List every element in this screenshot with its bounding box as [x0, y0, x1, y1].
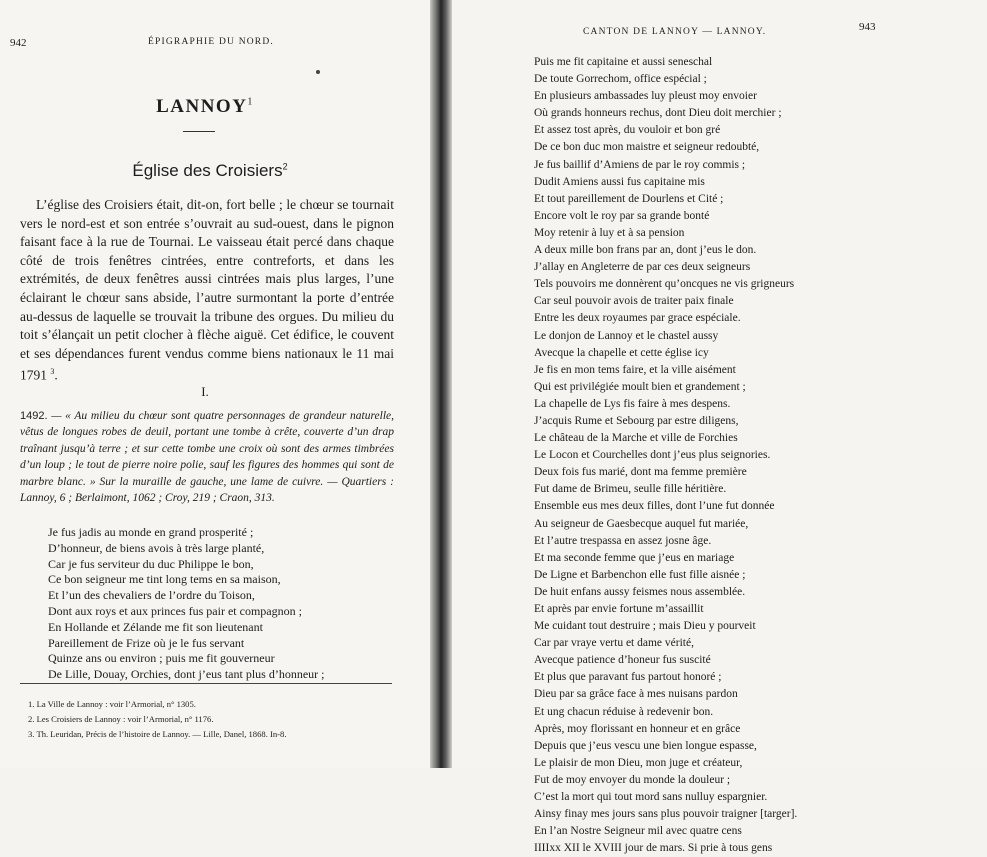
footnote: 2. Les Croisiers de Lannoy : voir l’Armorial, n° 1176. [28, 714, 214, 725]
verse-line: La chapelle de Lys fis faire à mes despens. [534, 397, 731, 410]
verse-line: Et l’autre trespassa en assez josne âge. [534, 534, 712, 547]
verse-line: Ce bon seigneur me tint long tems en sa maison, [48, 572, 281, 587]
verse-line: Ainsy finay mes jours sans plus pouvoir traigner [targer]. [534, 808, 798, 821]
verse-line: IIIIxx XII le XVIII jour de mars. Si prie à tous gens [534, 842, 773, 855]
verse-line: C’est la mort qui tout mord sans nulluy espargnier. [534, 791, 768, 804]
verse-line: Je fus baillif d’Amiens de par le roy commis ; [534, 158, 746, 171]
verse-line: Ensemble eus mes deux filles, dont l’une fut donnée [534, 500, 775, 513]
verse-line: Avecque patience d’honeur fus suscité [534, 654, 711, 667]
verse-line: Au seigneur de Gaesbecque auquel fut mariée, [534, 517, 749, 530]
verse-line: Encore volt le roy par sa grande bonté [534, 209, 710, 222]
verse-line: Où grands honneurs rechus, dont Dieu doit merchier ; [534, 107, 782, 120]
verse-line: Et l’un des chevaliers de l’ordre du Toison, [48, 588, 255, 603]
verse-line: Et après par envie fortune m’assaillit [534, 603, 704, 615]
inscription-entry [20, 408, 394, 506]
verse-line: J’acquis Rume et Sebourg par estre diligens, [534, 414, 739, 427]
verse-line: Fut de moy envoyer du monde la douleur ; [534, 773, 731, 786]
title-note-marker: 1 [247, 96, 254, 108]
verse-line: Entre les deux royaumes par grace espéciale. [534, 312, 741, 325]
verse-line: Le donjon de Lannoy et le chastel aussy [534, 329, 719, 342]
verse-line: Je fus jadis au monde en grand prosperité ; [48, 525, 254, 539]
footnote: 3. Th. Leuridan, Précis de l’histoire de Lannoy. — Lille, Danel, 1868. In-8. [28, 729, 287, 740]
footnote: 1. La Ville de Lannoy : voir l’Armorial, n° 1305. [28, 699, 196, 709]
verse-line: Je fis en mon tems faire, et la ville aisément [534, 363, 736, 376]
verse-line: Le château de la Marche et ville de Forchies [534, 432, 738, 445]
page-title-text: LANNOY [156, 96, 248, 117]
right-page-number: 943 [859, 21, 876, 33]
verse-line: Pareillement de Frize où je le fus servant [48, 635, 245, 650]
verse-line: Qui est privilégiée moult bien et grandement ; [534, 380, 746, 393]
entry-text: — « Au milieu du chœur sont quatre personnages de grandeur naturelle, vêtus de longues robes de deuil, portant une tombe à crête, couverte d’un drap traînant jusqu’à terre ; et sur cette tombe une croix où sont des armes timbrées d’un loup ; le tout de pierre noire polie, sauf les figures des hommes qui sont de marbre blanc. » Sur la muraille de gauche, une lame de cuivre. — Quartiers : Lannoy, 6 ; Berlaimont, 1062 ; Croy, 219 ; Craon, 313. [20, 410, 394, 505]
description-text: L’église des Croisiers était, dit-on, fort belle ; le chœur se tournait vers le nord-est et son entrée s’ouvrait au sud-ouest, dans le pignon faisant face à la rue de Tournai. Le vaisseau était percé dans chaque côté de trois fenêtres cintrées, entre contreforts, et dans les extrémités, de deux fenêtres aussi cintrées mais plus larges, l’une éclairant le chœur sans abside, l’autre surmontant la porte d’entrée au-dessus de laquelle se trouvait la tribune des orgues. Du milieu du toit s’élançait un petit clocher à flèche aiguë. Cet édifice, le couvent et ses dépendances furent vendus comme biens nationaux le 11 mai 1791 [20, 197, 394, 383]
verse-line: Quinze ans ou environ ; puis me fit gouverneur [48, 651, 275, 666]
verse-line: Et tout pareillement de Dourlens et Cité ; [534, 192, 724, 205]
page-title [0, 96, 410, 118]
entry-year: 1492. [20, 410, 48, 422]
left-page [0, 0, 430, 768]
verse-line: Et ung chacun réduise à redevenir bon. [534, 705, 714, 718]
verse-line: Deux fois fus marié, dont ma femme première [534, 466, 747, 479]
verse-line: J’allay en Angleterre de par ces deux seigneurs [534, 261, 751, 274]
verse-line: Dont aux roys et aux princes fus pair et compagnon ; [48, 603, 302, 618]
section-title [0, 161, 420, 181]
description-paragraph: L’église des Croisiers était, dit-on, fort belle ; le chœur se tournait vers le nord-est et son entrée s’ouvrait au sud-ouest, dans le pignon faisant face à la rue de Tournai. Le vaisseau était percé dans chaque côté de trois fenêtres cintrées, entre contreforts, et dans les extrémités, de deux fenêtres aussi cintrées mais plus larges, l’une éclairant le chœur sans abside, l’autre surmontant la porte d’entrée au-dessus de laquelle se trouvait la tribune des orgues. Du milieu du toit s’élançait un petit clocher à flèche aiguë. Cet édifice, le couvent et ses dépendances furent vendus comme biens nationaux le 11 mai 1791 $^3$. [20, 197, 394, 383]
title-rule [183, 131, 215, 132]
verse-line: Et plus que paravant fus partout honoré ; [534, 671, 722, 684]
verse-line: Me cuidant tout destruire ; mais Dieu y pourveit [534, 620, 756, 633]
verse-line: Tels pouvoirs me donnèrent qu’oncques ne vis grigneurs [534, 278, 795, 291]
verse-line: En plusieurs ambassades luy pleust moy envoier [534, 90, 757, 103]
right-page [452, 0, 987, 855]
verse-line: Avecque la chapelle et cette église icy [534, 346, 709, 359]
right-verses [534, 54, 974, 857]
verse-line: De Ligne et Barbenchon elle fust fille aisnée ; [534, 568, 746, 581]
ink-speck [316, 70, 320, 74]
left-running-head: ÉPIGRAPHIE DU NORD. [148, 37, 274, 47]
paragraph-note-marker: 3 [50, 367, 55, 377]
verse-line: Depuis que j’eus vescu une bien longue espasse, [534, 739, 757, 752]
verse-line: Dudit Amiens aussi fus capitaine mis [534, 175, 705, 188]
verse-line: Car je fus serviteur du duc Philippe le bon, [48, 556, 254, 571]
right-running-head: CANTON DE LANNOY — LANNOY. [583, 27, 767, 37]
section-note-marker: 2 [282, 161, 288, 172]
verse-line: Le plaisir de mon Dieu, mon juge et créateur, [534, 756, 743, 769]
verse-line: De toute Gorrechom, office espécial ; [534, 73, 707, 86]
verse-line: Le Locon et Courchelles dont j’eus plus seignories. [534, 449, 771, 462]
section-title-text: Église des Croisiers [132, 161, 283, 180]
verse-line: Puis me fit capitaine et aussi seneschal [534, 56, 713, 68]
footnote-rule [20, 683, 392, 684]
footnotes [28, 697, 408, 743]
verse-line: Fut dame de Brimeu, seulle fille héritière. [534, 483, 727, 496]
verse-line: De ce bon duc mon maistre et seigneur redoubté, [534, 141, 760, 154]
left-page-number: 942 [10, 37, 27, 49]
verse-line: Moy retenir à luy et à sa pension [534, 226, 685, 239]
verse-line: Et assez tost après, du vouloir et bon gré [534, 124, 721, 137]
verse-line: En Hollande et Zélande me fit son lieutenant [48, 619, 263, 634]
verse-line: Car seul pouvoir avois de traiter paix finale [534, 295, 734, 308]
section-numeral: I. [201, 384, 209, 399]
verse-line: En l’an Nostre Seigneur mil avec quatre cens [534, 825, 742, 838]
verse-line: Dieu par sa grâce face à mes nuisans pardon [534, 688, 738, 701]
verse-line: De Lille, Douay, Orchies, dont j’eus tant plus d’honneur ; [48, 667, 325, 682]
verse-line: Car par vraye vertu et dame vérité, [534, 637, 694, 650]
verse-line: A deux mille bon frans par an, dont j’eus le don. [534, 244, 757, 257]
verse-line: Après, moy florissant en honneur et en grâce [534, 722, 741, 735]
book-gutter [430, 0, 452, 768]
left-verses [48, 525, 418, 683]
verse-line: Et ma seconde femme que j’eus en mariage [534, 551, 735, 564]
verse-line: De huit enfans aussy feismes nous assemblée. [534, 585, 746, 598]
verse-line: D’honneur, de biens avois à très large planté, [48, 540, 265, 555]
